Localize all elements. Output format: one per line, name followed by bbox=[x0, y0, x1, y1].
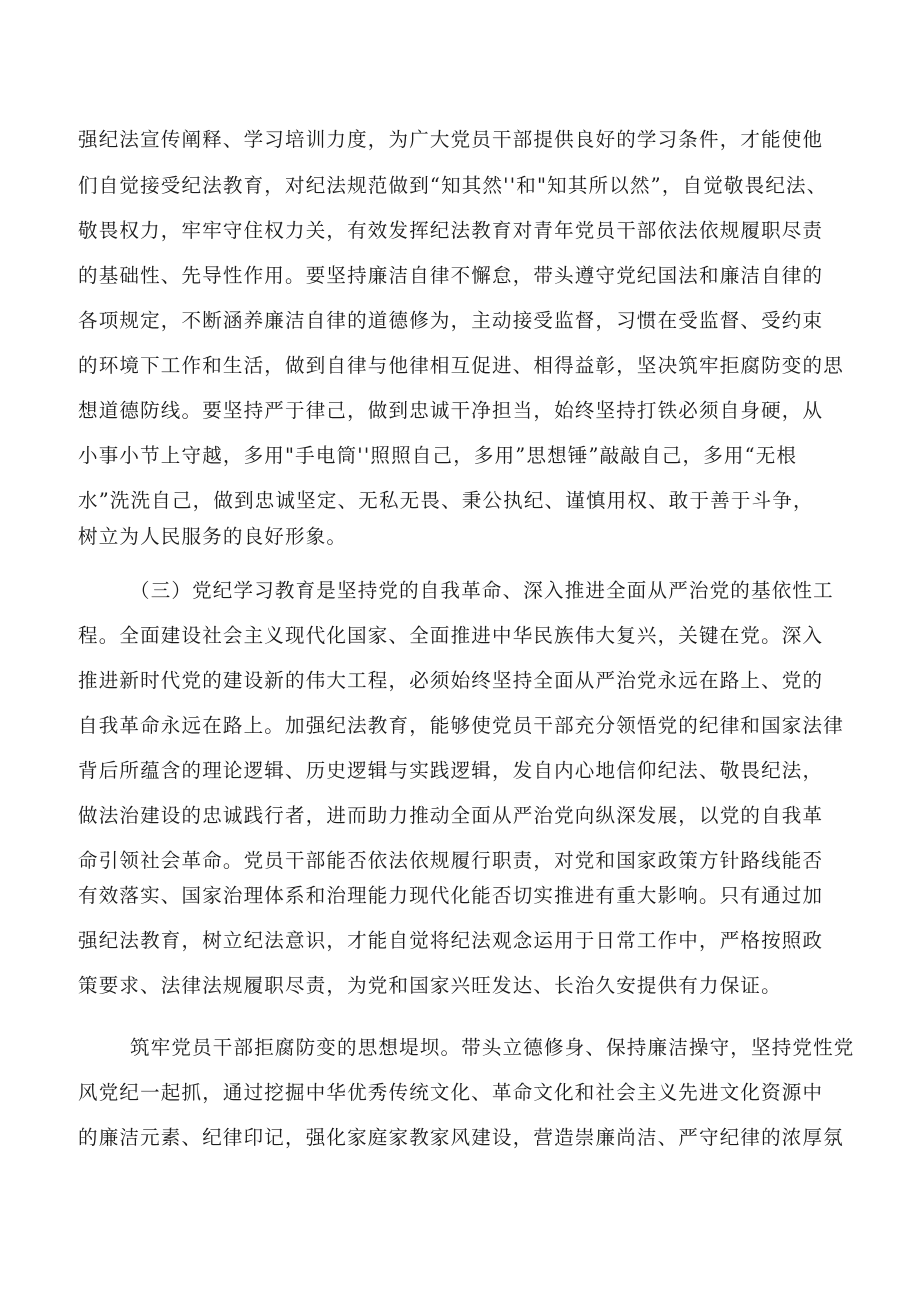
text-line: 们自觉接受纪法教育，对纪法规范做到“知其然''和"知其所以然”，自觉敬畏纪法、 bbox=[78, 174, 828, 197]
text-line: 有效落实、国家治理体系和治理能力现代化能否切实推进有重大影响。只有通过加 bbox=[78, 884, 824, 907]
text-line: 背后所蕴含的理论逻辑、历史逻辑与实践逻辑，发自内心地信仰纪法、敬畏纪法， bbox=[78, 759, 824, 782]
text-line: 的环境下工作和生活，做到自律与他律相互促进、相得益彰，坚决筑牢拒腐防变的思 bbox=[78, 354, 844, 377]
text-line: 的廉洁元素、纪律印记，强化家庭家教家风建设，营造崇廉尚洁、严守纪律的浓厚氛 bbox=[78, 1126, 844, 1149]
text-line: 小事小节上守越，多用"手电筒''照照自己，多用”思想锤”敲敲自己，多用“无根 bbox=[78, 444, 798, 467]
text-line: 程。全面建设社会主义现代化国家、全面推进中华民族伟大复兴，关键在党。深入 bbox=[78, 624, 824, 647]
text-line: 想道德防线。要坚持严于律己，做到忠诚干净担当，始终坚持打铁必须自身硬，从 bbox=[78, 399, 824, 422]
text-line: 推进新时代党的建设新的伟大工程，必须始终坚持全面从严治党永远在路上、党的 bbox=[78, 669, 824, 692]
text-line: 做法治建设的忠诚践行者，进而助力推动全面从严治党向纵深发展，以党的自我革 bbox=[78, 804, 824, 827]
text-line: 树立为人民服务的良好形象。 bbox=[78, 525, 348, 548]
text-line: 风党纪一起抓，通过挖掘中华优秀传统文化、革命文化和社会主义先进文化资源中 bbox=[78, 1081, 824, 1104]
text-line: 的基础性、先导性作用。要坚持廉洁自律不懈怠，带头遵守党纪国法和廉洁自律的 bbox=[78, 264, 824, 287]
text-line: 命引领社会革命。党员干部能否依法依规履行职责，对党和国家政策方针路线能否 bbox=[78, 849, 824, 872]
text-line: 水”洗洗自己，做到忠诚坚定、无私无畏、秉公执纪、谨慎用权、敢于善于斗争， bbox=[78, 489, 814, 512]
text-line: 强纪法宣传阐释、学习培训力度，为广大党员干部提供良好的学习条件，才能使他 bbox=[78, 128, 824, 151]
text-line: 强纪法教育，树立纪法意识，才能自觉将纪法观念运用于日常工作中，严格按照政 bbox=[78, 929, 824, 952]
text-line: 自我革命永远在路上。加强纪法教育，能够使党员干部充分领悟党的纪律和国家法律 bbox=[78, 714, 844, 737]
text-line: （三）党纪学习教育是坚持党的自我革命、深入推进全面从严治党的基依性工 bbox=[130, 579, 834, 602]
text-line: 敬畏权力，牢牢守住权力关，有效发挥纪法教育对青年党员干部依法依规履职尽责 bbox=[78, 219, 824, 242]
text-line: 筑牢党员干部拒腐防变的思想堤坝。带头立德修身、保持廉洁操守，坚持党性党 bbox=[130, 1036, 855, 1059]
text-line: 策要求、法律法规履职尽责，为党和国家兴旺发达、长治久安提供有力保证。 bbox=[78, 974, 782, 997]
text-line: 各项规定，不断涵养廉洁自律的道德修为，主动接受监督，习惯在受监督、受约束 bbox=[78, 309, 824, 332]
